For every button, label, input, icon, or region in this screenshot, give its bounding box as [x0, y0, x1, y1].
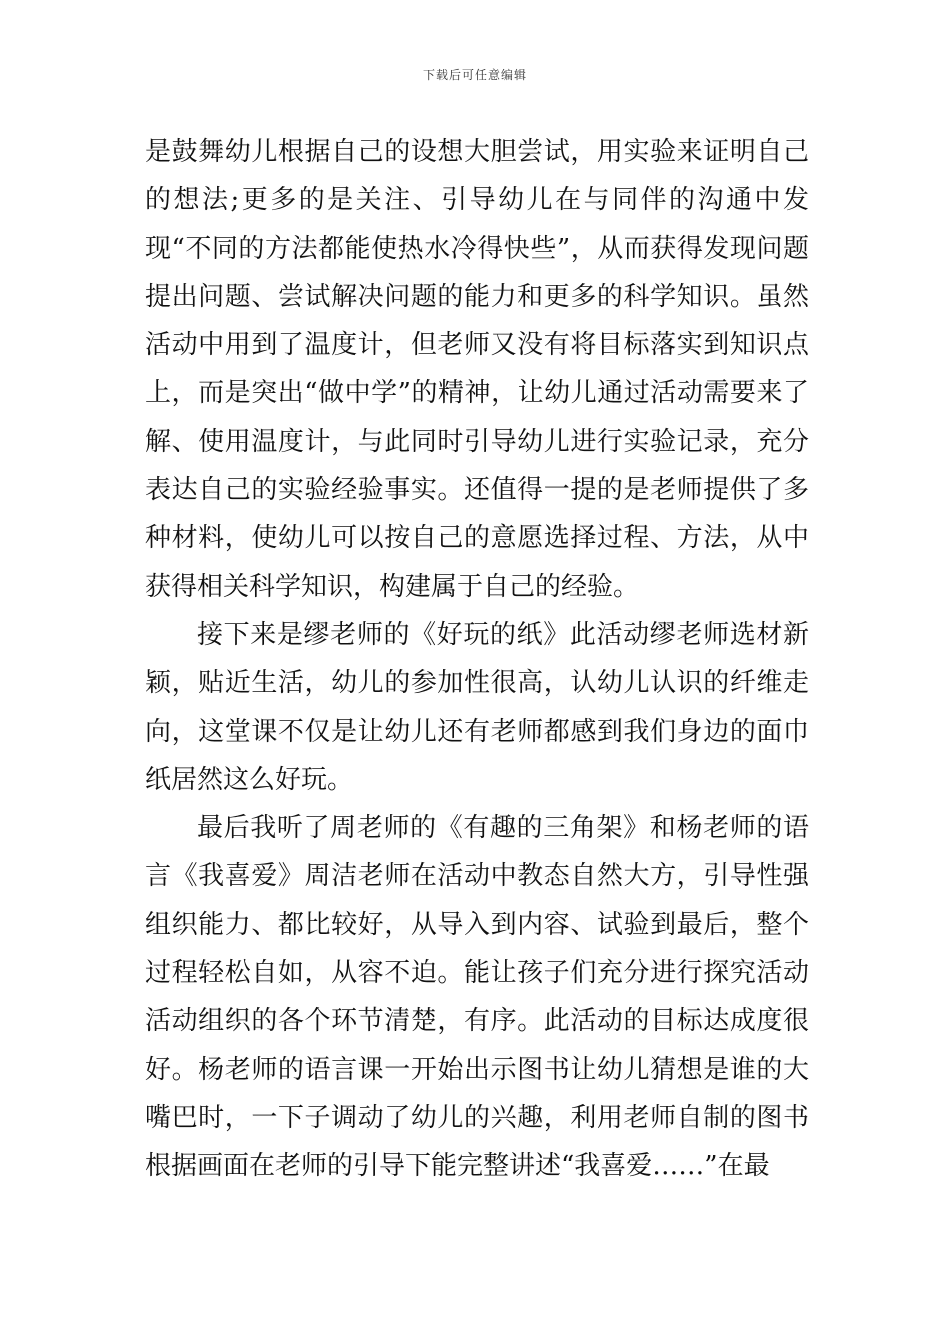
paragraph-3: 最后我听了周老师的《有趣的三角架》和杨老师的语言《我喜爱》周洁老师在活动中教态自然大方，引导性强组织能力、都比较好，从导入到内容、试验到最后，整个过程轻松自如，从容不迫。能让孩子们充分进行探究活动活动组织的各个环节清楚，有序。此活动的目标达成度很好。杨老师的语言课一开始出示图书让幼儿猜想是谁的大嘴巴时，一下子调动了幼儿的兴趣，利用老师自制的图书根据画面在老师的引导下能完整讲述“我喜爱……”在最 [145, 813, 809, 1182]
paragraph-2: 接下来是缪老师的《好玩的纸》此活动缪老师选材新颖，贴近生活，幼儿的参加性很高，认幼儿认识的纤维走向，这堂课不仅是让幼儿还有老师都感到我们身边的面巾纸居然这么好玩。 [145, 619, 809, 795]
paragraph-1: 是鼓舞幼儿根据自己的设想大胆尝试，用实验来证明自己的想法;更多的是关注、引导幼儿在与同伴的沟通中发现“不同的方法都能使热水冷得快些”，从而获得发现问题提出问题、尝试解决问题的能力和更多的科学知识。虽然活动中用到了温度计，但老师又没有将目标落实到知识点上，而是突出“做中学”的精神，让幼儿通过活动需要来了解、使用温度计，与此同时引导幼儿进行实验记录，充分表达自己的实验经验事实。还值得一提的是老师提供了多种材料，使幼儿可以按自己的意愿选择过程、方法，从中获得相关科学知识，构建属于自己的经验。 [145, 137, 809, 602]
page-header: 下载后可任意编辑 [422, 68, 527, 82]
document-body [145, 128, 809, 1191]
